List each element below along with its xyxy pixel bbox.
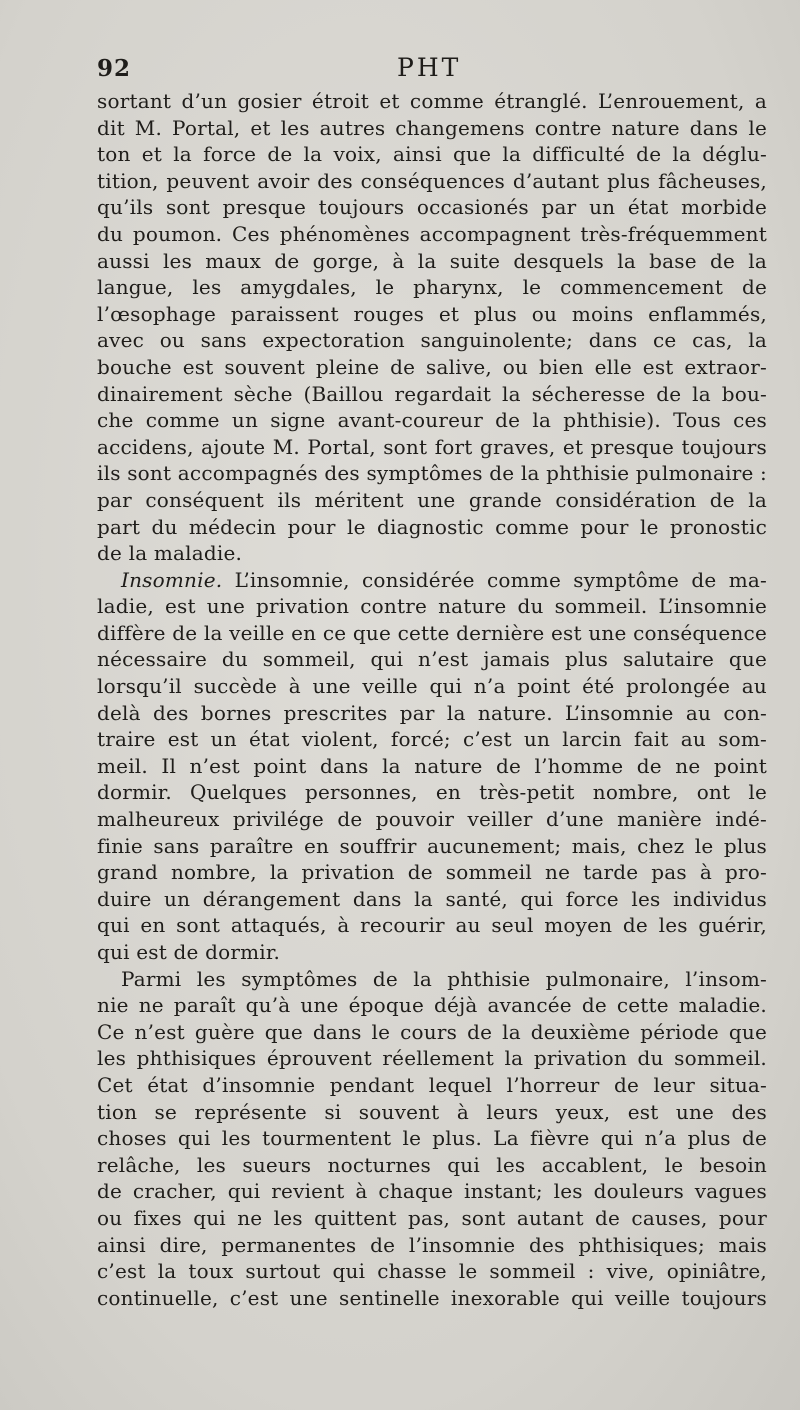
text-line: qu’ils sont presque toujours occasionés par un état morbide [97, 195, 767, 220]
text-run: L’insomnie, considérée comme symptôme de ma- [222, 567, 767, 592]
text-line: relâche, les sueurs nocturnes qui les accablent, le besoin [97, 1152, 767, 1177]
text-line: de la maladie. [97, 541, 243, 566]
text-line: che comme un signe avant-coureur de la phthisie). Tous ces [97, 408, 767, 433]
body-text [97, 88, 767, 1311]
text-line: aussi les maux de gorge, à la suite desquels la base de la [97, 248, 767, 273]
text-line: dit M. Portal, et les autres changemens contre nature dans le [97, 115, 767, 140]
text-line: de cracher, qui revient à chaque instant; les douleurs vagues [97, 1179, 767, 1204]
text-line: malheureux privilége de pouvoir veiller d’une manière indé- [97, 807, 767, 832]
text-line: meil. Il n’est point dans la nature de l’homme de ne point [97, 753, 767, 778]
text-line: c’est la toux surtout qui chasse le sommeil : vive, opiniâtre, [97, 1259, 767, 1284]
text-line: continuelle, c’est une sentinelle inexorable qui veille toujours [97, 1285, 767, 1310]
text-line: dormir. Quelques personnes, en très-petit nombre, ont le [97, 780, 767, 805]
text-line: part du médecin pour le diagnostic comme pour le pronostic [97, 514, 767, 539]
text-line: du poumon. Ces phénomènes accompagnent très-fréquemment [97, 221, 767, 246]
running-head: PHT [397, 53, 462, 82]
text-line [97, 567, 767, 594]
text-line: les phthisiques éprouvent réellement la privation du sommeil. [97, 1046, 767, 1071]
text-line: choses qui les tourmentent le plus. La fièvre qui n’a plus de [97, 1126, 767, 1151]
text-line: tition, peuvent avoir des conséquences d’autant plus fâcheuses, [97, 168, 767, 193]
text-line: nécessaire du sommeil, qui n’est jamais plus salutaire que [97, 647, 767, 672]
text-line: ton et la force de la voix, ainsi que la difficulté de la déglu- [97, 142, 767, 167]
text-line: nie ne paraît qu’à une époque déjà avancée de cette maladie. [97, 993, 767, 1018]
text-line: delà des bornes prescrites par la nature. L’insomnie au con- [97, 700, 767, 725]
text-line: duire un dérangement dans la santé, qui force les individus [97, 886, 767, 911]
text-line: par conséquent ils méritent une grande considération de la [97, 487, 767, 512]
text-line: lorsqu’il succède à une veille qui n’a point été prolongée au [97, 674, 767, 699]
text-line: ils sont accompagnés des symptômes de la phthisie pulmonaire : [97, 461, 767, 486]
text-line: Cet état d’insomnie pendant lequel l’horreur de leur situa- [97, 1072, 767, 1097]
text-line: traire est un état violent, forcé; c’est un larcin fait au som- [97, 727, 767, 752]
text-line: accidens, ajoute M. Portal, sont fort graves, et presque toujours [97, 434, 767, 459]
text-line: finie sans paraître en souffrir aucunement; mais, chez le plus [97, 833, 767, 858]
text-line: ladie, est une privation contre nature du sommeil. L’insomnie [97, 594, 767, 619]
text-line: qui est de dormir. [97, 940, 281, 964]
text-line: bouche est souvent pleine de salive, ou bien elle est extraor- [97, 354, 767, 379]
page-header [97, 55, 767, 87]
text-line: tion se représente si souvent à leurs yeux, est une des [97, 1099, 767, 1124]
italic-term: Insomnie. [121, 567, 223, 592]
text-line: diffère de la veille en ce que cette dernière est une conséquence [97, 620, 767, 645]
text-line: ou fixes qui ne les quittent pas, sont autant de causes, pour [97, 1205, 767, 1230]
text-line: dinairement sèche (Baillou regardait la sécheresse de la bou- [97, 381, 767, 406]
text-line: langue, les amygdales, le pharynx, le commencement de [97, 275, 767, 300]
text-line: avec ou sans expectoration sanguinolente; dans ce cas, la [97, 328, 767, 353]
text-line: ainsi dire, permanentes de l’insomnie des phthisiques; mais [97, 1232, 767, 1257]
page-number: 92 [97, 55, 132, 82]
text-line: Ce n’est guère que dans le cours de la deuxième période que [97, 1019, 767, 1044]
text-line: Parmi les symptômes de la phthisie pulmonaire, l’insom- [121, 966, 767, 991]
text-line: qui en sont attaqués, à recourir au seul moyen de les guérir, [97, 913, 767, 938]
text-line: sortant d’un gosier étroit et comme étranglé. L’enrouement, a [97, 89, 767, 113]
text-line: grand nombre, la privation de sommeil ne tarde pas à pro- [97, 860, 767, 885]
text-line: l’œsophage paraissent rouges et plus ou moins enflammés, [97, 301, 767, 326]
